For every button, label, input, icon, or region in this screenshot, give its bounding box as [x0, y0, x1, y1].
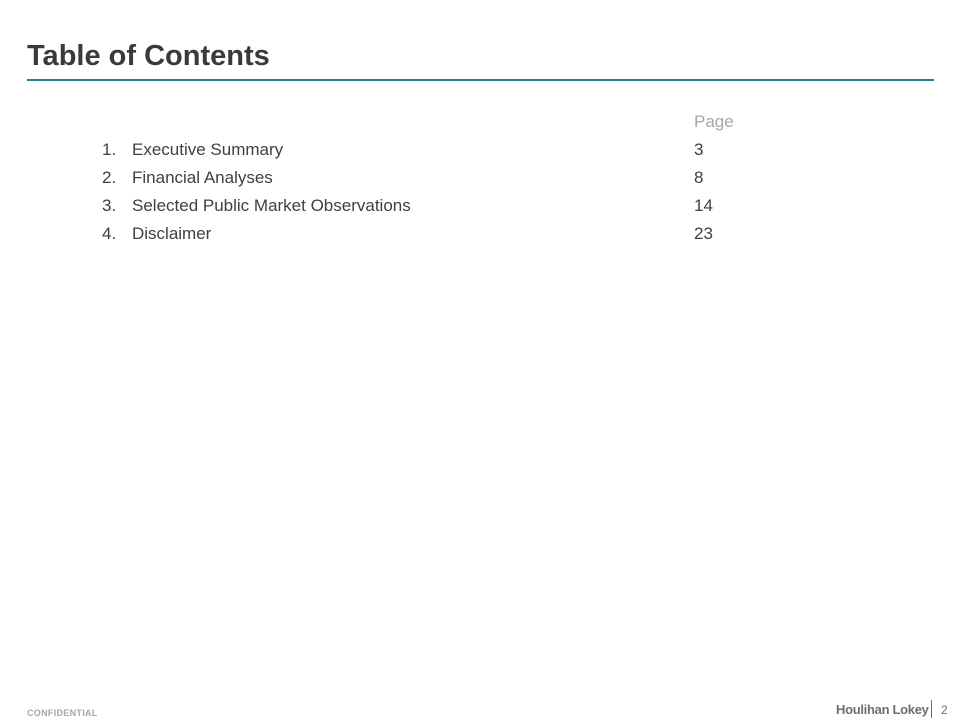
toc-item-number: 1.: [102, 140, 117, 159]
page-number: 2: [941, 703, 948, 717]
toc-item-disclaimer[interactable]: [0, 223, 960, 251]
toc-item-financial-analyses[interactable]: [0, 167, 960, 195]
confidential-label: CONFIDENTIAL: [27, 708, 98, 718]
toc-list: [0, 139, 960, 251]
footer-divider: [931, 700, 932, 718]
toc-item-label: Disclaimer: [132, 224, 212, 243]
toc-item-executive-summary[interactable]: [0, 139, 960, 167]
toc-item-page: 23: [694, 224, 713, 243]
toc-item-page: 3: [694, 140, 704, 159]
toc-item-public-market-observations[interactable]: [0, 195, 960, 223]
toc-item-page: 8: [694, 168, 704, 187]
toc-item-label: Financial Analyses: [132, 168, 273, 187]
toc-page-column-header: Page: [694, 112, 734, 131]
toc-item-label: Executive Summary: [132, 140, 284, 159]
toc-item-label: Selected Public Market Observations: [132, 196, 411, 215]
toc-item-number: 2.: [102, 168, 117, 187]
houlihan-lokey-logo: Houlihan Lokey: [836, 702, 929, 717]
page-title: Table of Contents: [27, 40, 270, 72]
title-divider: [27, 79, 934, 81]
toc-item-number: 3.: [102, 196, 117, 215]
toc-item-page: 14: [694, 196, 713, 215]
toc-item-number: 4.: [102, 224, 117, 243]
